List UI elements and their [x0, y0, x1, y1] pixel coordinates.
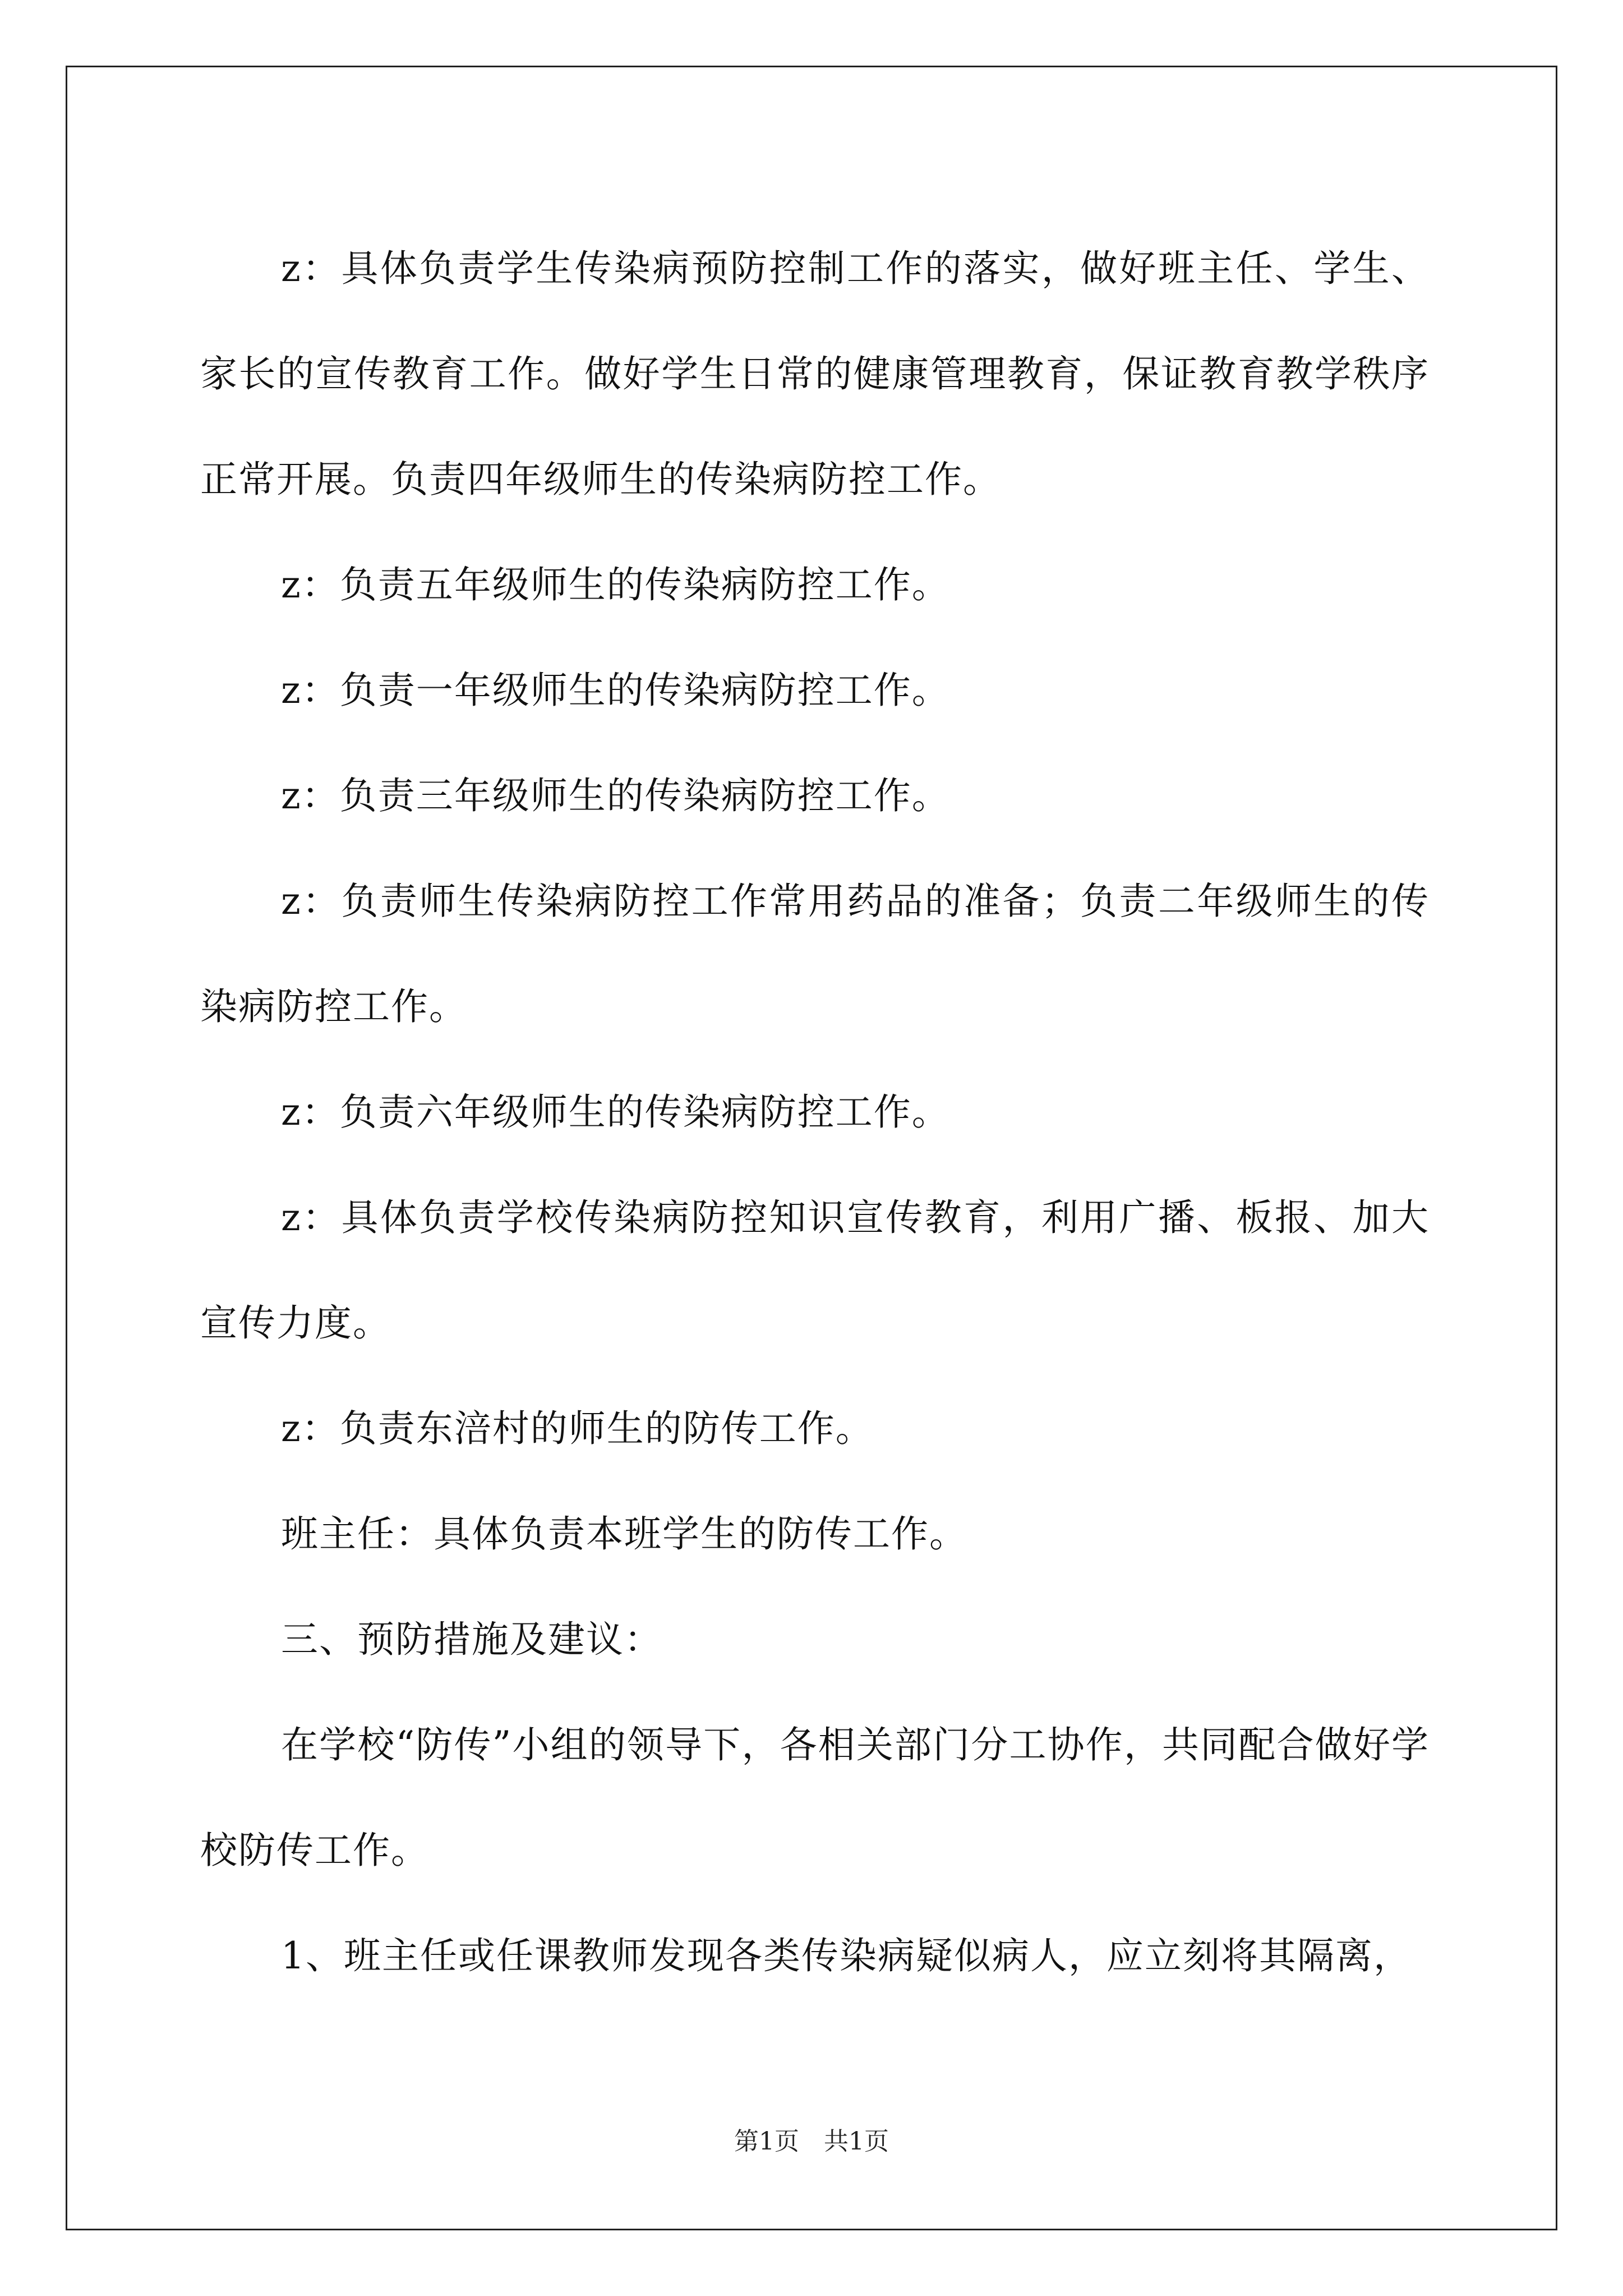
- paragraph: z：负责师生传染病防控工作常用药品的准备；负责二年级师生的传染病防控工作。: [200, 880, 1430, 1028]
- document-body: [200, 216, 1430, 2009]
- paragraph: 班主任：具体负责本班学生的防传工作。: [281, 1512, 967, 1556]
- paragraph: z：具体负责学生传染病预防控制工作的落实，做好班主任、学生、家长的宣传教育工作。做好学生日常的健康管理教育，保证教育教学秩序正常开展。负责四年级师生的传染病防控工作。: [200, 247, 1430, 501]
- page-footer: 第1页 共1页: [734, 2127, 889, 2156]
- section-heading: 三、预防措施及建议：: [281, 1618, 662, 1661]
- paragraph: z：负责东涪村的师生的防传工作。: [281, 1407, 874, 1450]
- paragraph: z：具体负责学校传染病防控知识宣传教育，利用广播、板报、加大宣传力度。: [200, 1196, 1430, 1345]
- paragraph: z：负责一年级师生的传染病防控工作。: [281, 669, 950, 712]
- paragraph: 1、班主任或任课教师发现各类传染病疑似病人，应立刻将其隔离，: [281, 1934, 1412, 1977]
- paragraph: 在学校“防传”小组的领导下，各相关部门分工协作，共同配合做好学校防传工作。: [200, 1723, 1430, 1872]
- paragraph: z：负责三年级师生的传染病防控工作。: [281, 774, 950, 817]
- paragraph: z：负责五年级师生的传染病防控工作。: [281, 563, 950, 606]
- paragraph: z：负责六年级师生的传染病防控工作。: [281, 1091, 950, 1134]
